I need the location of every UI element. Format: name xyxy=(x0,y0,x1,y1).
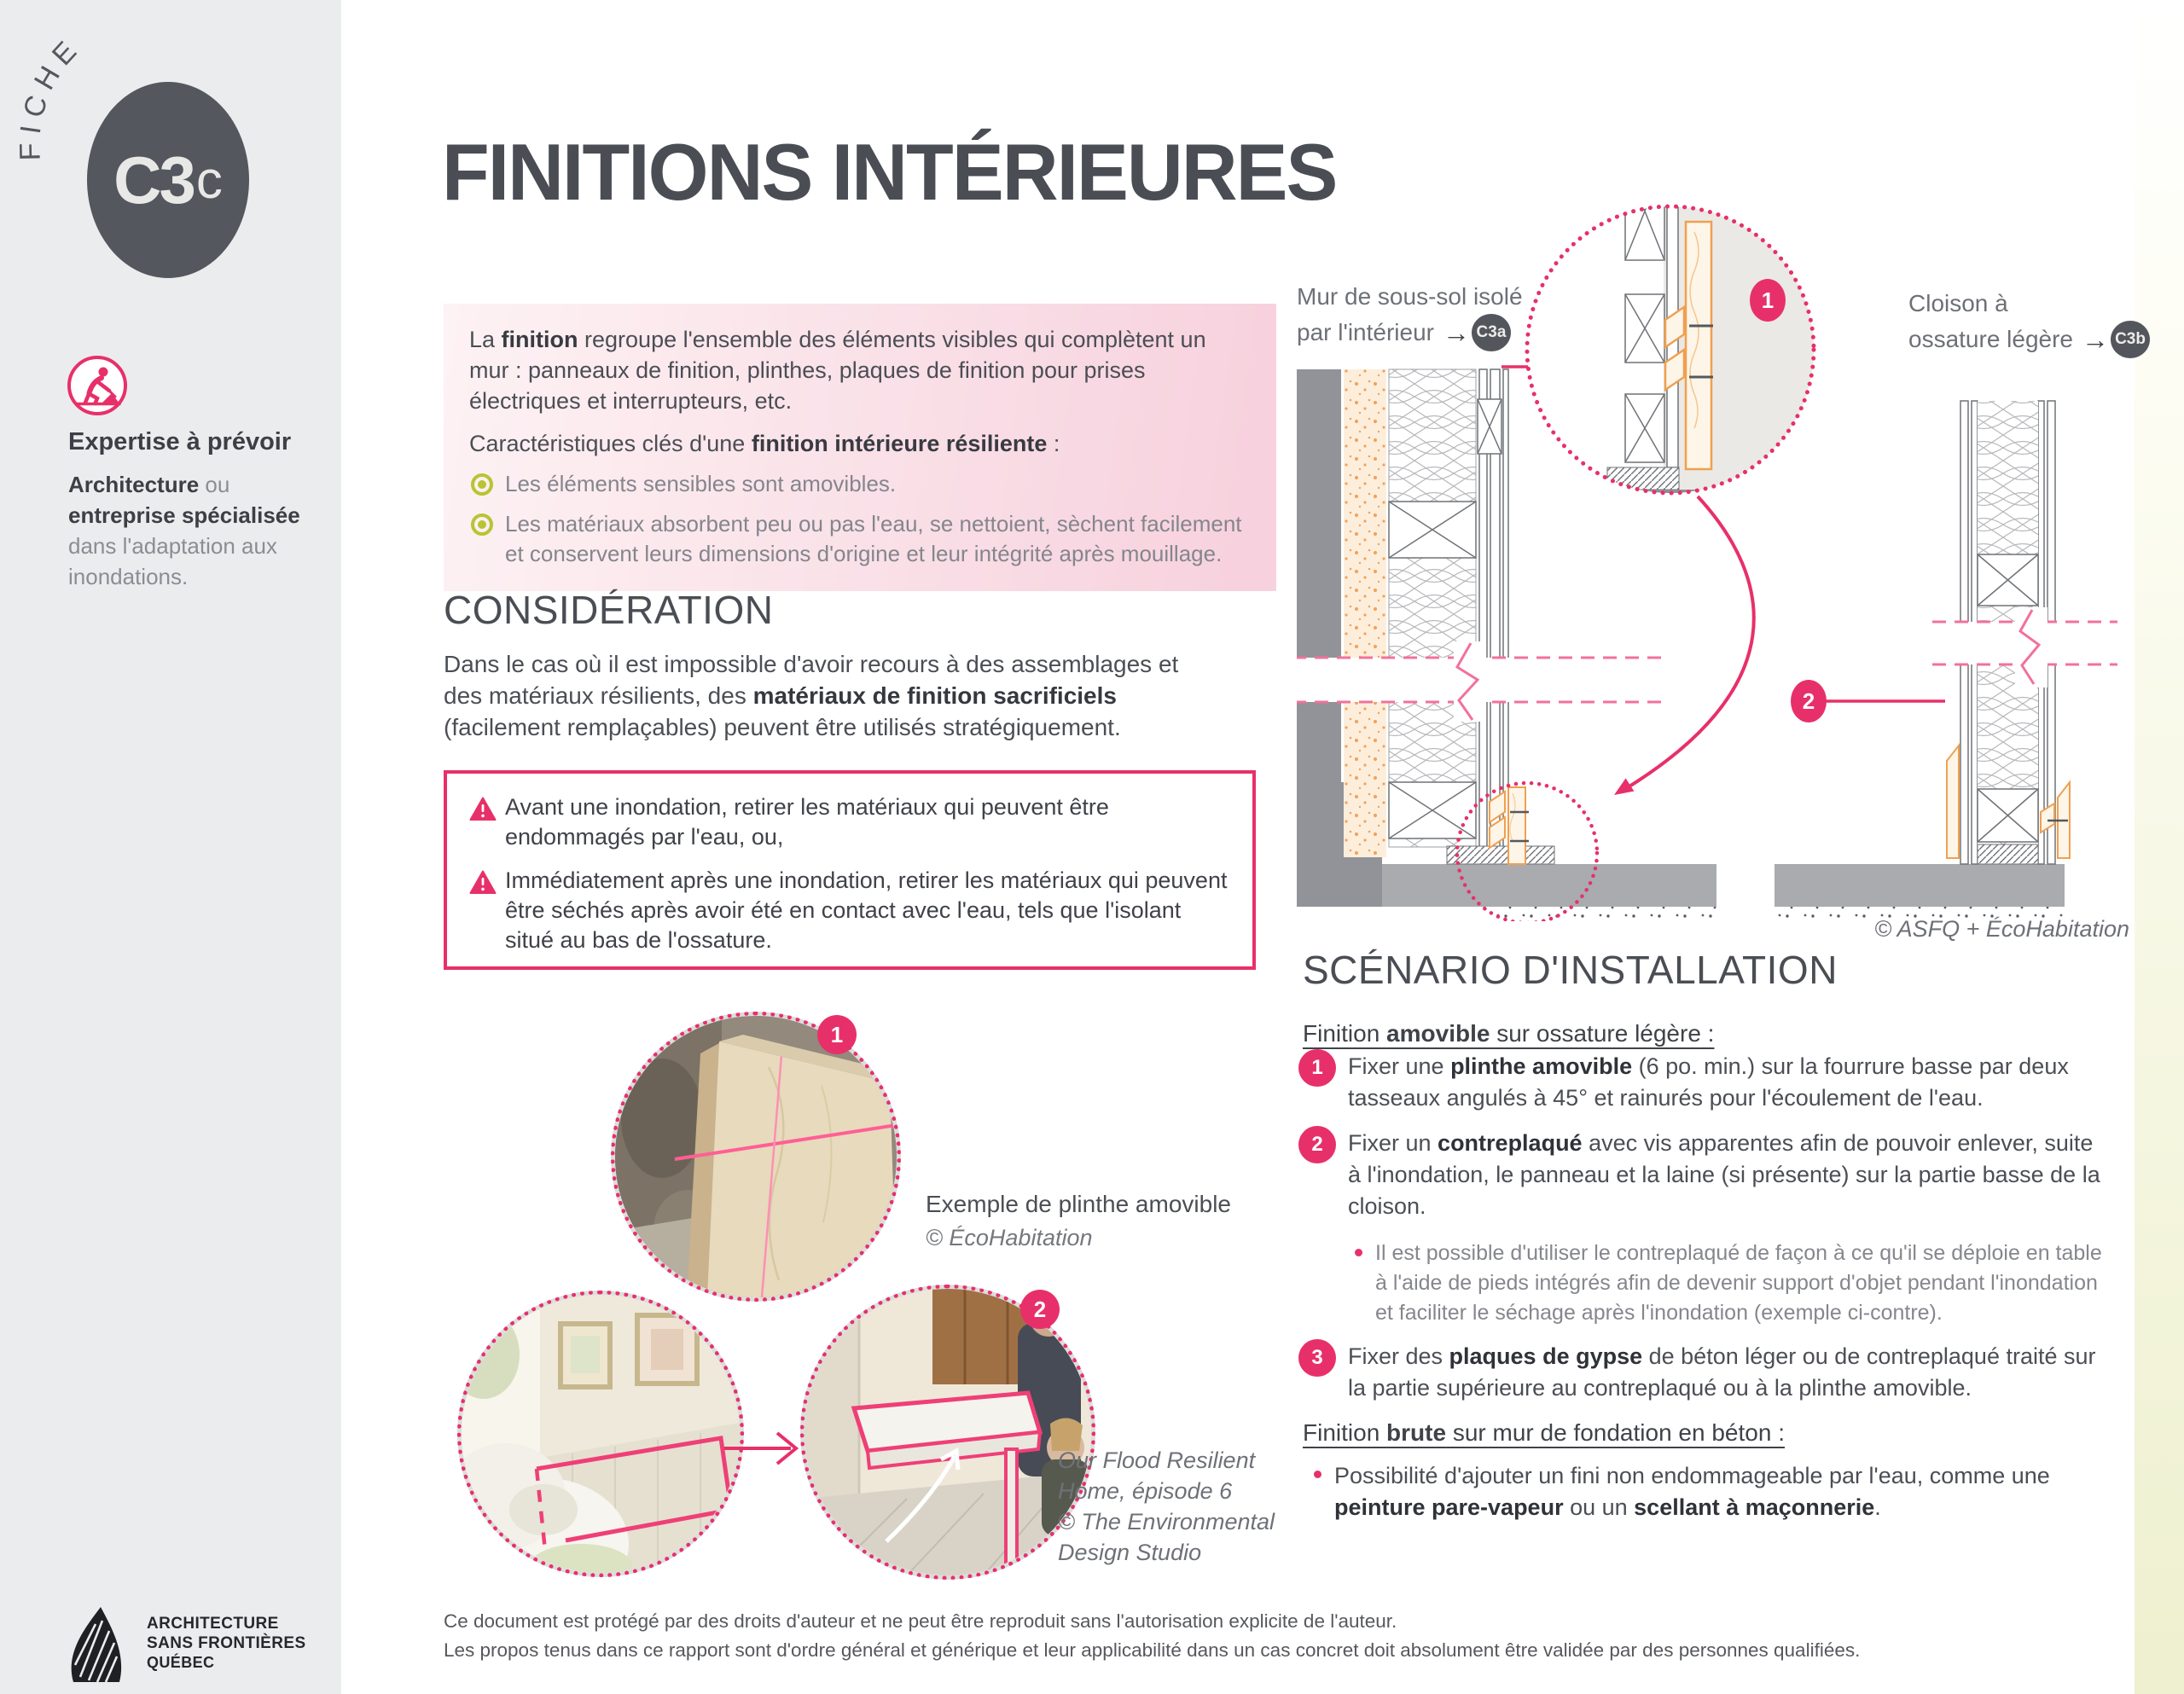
photo-plinth xyxy=(611,1012,901,1302)
scenario-subhead-brute: Finition brute sur mur de fondation en béton : xyxy=(1303,1419,1785,1446)
warning-icon xyxy=(469,870,497,895)
fiche-label: FICHE xyxy=(14,29,89,161)
warning-box xyxy=(444,770,1256,970)
step-3-text: Fixer des plaques de gypse de béton léger ou de contreplaqué traité sur la partie supérieure au contreplaqué ou à la plinthe amovible. xyxy=(1348,1343,2096,1401)
wall-section-diagram xyxy=(1297,154,2133,921)
fiche-code: C3 xyxy=(113,142,194,218)
step-badge-3: 3 xyxy=(1298,1339,1336,1377)
intro-paragraph: La finition regroupe l'ensemble des éléments visibles qui complètent un mur : panneaux de finition, plinthes, plaques de finition pour prises électriques et interrupteurs, etc. xyxy=(469,327,1206,414)
intro-bullet-1: Les éléments sensibles sont amovibles. xyxy=(469,469,1251,499)
logo-line-2: SANS FRONTIÈRES xyxy=(147,1634,306,1652)
scenario-subhead-amovible: Finition amovible sur ossature légère : xyxy=(1303,1020,1715,1047)
final-bullet-text: Possibilité d'ajouter un fini non endommageable par l'eau, comme une peinture pare-vapeur ou un scellant à maçonnerie. xyxy=(1334,1463,2050,1520)
photo-caption-2: Our Flood Resilient Home, épisode 6 © The Environmental Design Studio xyxy=(1058,1447,1275,1565)
asfq-logo-text xyxy=(147,1614,306,1673)
svg-text:FICHE xyxy=(14,30,88,161)
step-2-note: Il est possible d'utiliser le contreplaqué de façon à ce qu'il se déploie en table à l'aide de pieds intégrés afin de devenir support d'objet pendant l'inondation et faciliter le séchage après l'inondation (exemple ci-contre). xyxy=(1375,1241,2102,1325)
expertise-body: Architecture ou entreprise spécialisée dans l'adaptation aux inondations. xyxy=(68,472,300,589)
arrow-icon: → xyxy=(2082,324,2110,355)
step-badge-2: 2 xyxy=(1298,1126,1336,1163)
scenario-heading: SCÉNARIO D'INSTALLATION xyxy=(1303,948,1838,992)
photo-plinth-image xyxy=(615,1016,897,1297)
step-1-text: Fixer une plinthe amovible (6 po. min.) sur la fourrure basse par deux tasseaux angulés à 45° et rainurés pour l'écoulement de l'eau. xyxy=(1348,1053,2069,1111)
photo-table-image xyxy=(804,1289,1091,1575)
logo-line-1: ARCHITECTURE xyxy=(147,1615,279,1633)
page-title: FINITIONS INTÉRIEURES xyxy=(442,127,1337,217)
diagram-badge-1: 1 xyxy=(1761,287,1774,313)
intro-box xyxy=(444,304,1276,591)
photo-credit-1: © ÉcoHabitation xyxy=(926,1225,1093,1250)
photo-caption-1: Exemple de plinthe amovible xyxy=(926,1191,1231,1217)
photo-table xyxy=(800,1285,1095,1580)
arrow-icon: → xyxy=(1442,317,1470,348)
diagram-label-right: Cloison à ossature légère → C3b xyxy=(1908,287,2150,358)
photo-badge-2: 2 xyxy=(1020,1290,1060,1329)
footer-line-2: Les propos tenus dans ce rapport sont d'ordre général et générique et leur applicabilité dans un cas concret doit absolument être validée par des personnes qualifiées. xyxy=(444,1639,1861,1661)
intro-bullet-2: Les matériaux absorbent peu ou pas l'eau, se nettoient, sèchent facilement et conservent leurs dimensions d'origine et leur intégrité après mouillage. xyxy=(469,509,1251,569)
ref-badge-c3b: C3b xyxy=(2111,321,2150,358)
diagram-badge-2: 2 xyxy=(1802,688,1815,714)
target-bullet-icon xyxy=(471,473,493,496)
photo-badge-1: 1 xyxy=(817,1015,857,1054)
construction-worker-icon xyxy=(65,353,130,418)
diagram-credit: © ASFQ + ÉcoHabitation xyxy=(1874,916,2129,942)
ref-badge-c3a: C3a xyxy=(1472,314,1511,351)
intro-characteristics: Caractéristiques clés d'une finition intérieure résiliente : xyxy=(469,431,1060,456)
final-bullet-dot xyxy=(1314,1471,1321,1478)
asfq-logo-icon xyxy=(63,1605,135,1685)
photo-livingroom-image xyxy=(462,1295,740,1573)
warning-item-2: Immédiatement après une inondation, retirer les matériaux qui peuvent être séchés après avoir été en contact avec l'eau, tels que l'isolant situé au bas de l'ossature. xyxy=(469,866,1230,955)
target-bullet-icon xyxy=(471,513,493,536)
photo-arrow-icon xyxy=(721,1426,806,1471)
edge-gradient-strip xyxy=(2135,0,2184,1694)
footer-line-1: Ce document est protégé par des droits d'auteur et ne peut être reproduit sans l'autorisation explicite de l'auteur. xyxy=(444,1610,1397,1632)
expertise-title: Expertise à prévoir xyxy=(68,428,292,455)
consideration-paragraph: Dans le cas où il est impossible d'avoir recours à des assemblages et des matériaux résilients, des matériaux de finition sacrificiels (facilement remplaçables) peuvent être utilisés stratégiquement. xyxy=(444,651,1179,740)
note-bullet-dot xyxy=(1355,1249,1362,1256)
logo-line-3: QUÉBEC xyxy=(147,1654,215,1671)
photo-livingroom xyxy=(457,1291,744,1577)
sidebar xyxy=(0,0,341,1694)
warning-icon xyxy=(469,797,497,821)
fiche-code-circle: C3 c xyxy=(87,82,249,278)
warning-item-1: Avant une inondation, retirer les matériaux qui peuvent être endommagés par l'eau, ou, xyxy=(469,792,1230,852)
step-badge-1: 1 xyxy=(1298,1049,1336,1087)
consideration-heading: CONSIDÉRATION xyxy=(444,588,774,632)
step-2-text: Fixer un contreplaqué avec vis apparentes afin de pouvoir enlever, suite à l'inondation, le panneau et la laine (si présente) sur la partie basse de la cloison. xyxy=(1348,1130,2100,1219)
diagram-label-left: Mur de sous-sol isolé par l'intérieur → C3a xyxy=(1297,280,1523,351)
